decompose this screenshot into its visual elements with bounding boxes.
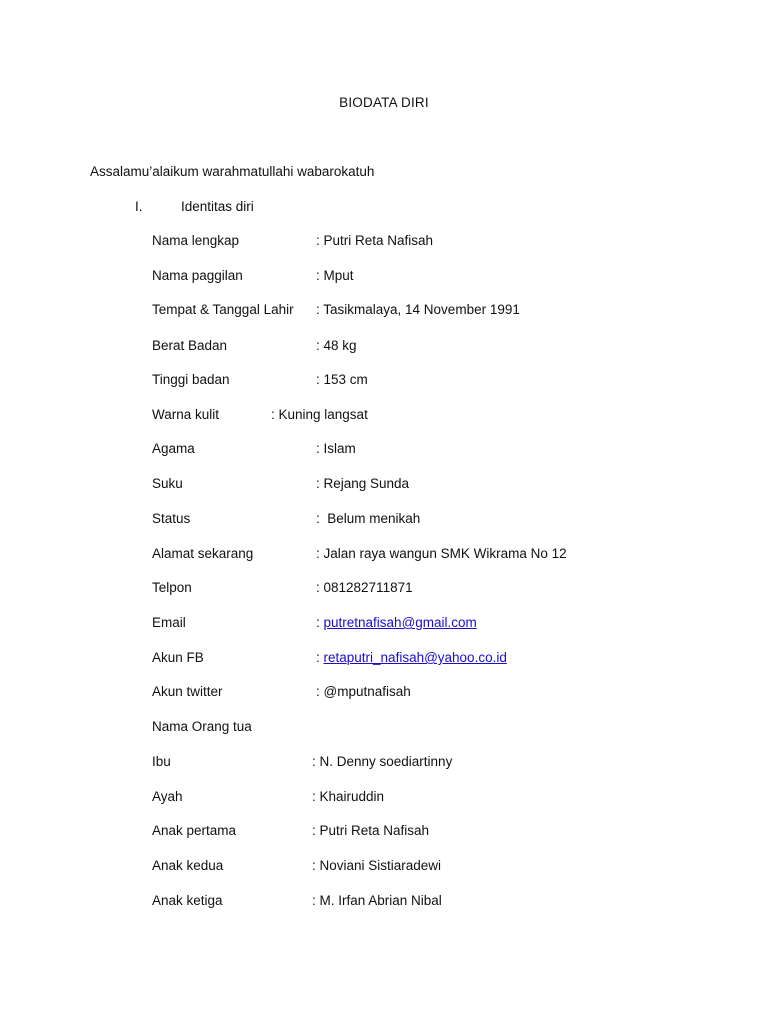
field-value: : 153 cm <box>316 372 368 387</box>
field-prefix: : <box>316 650 324 665</box>
field-row-berat-badan <box>0 337 768 355</box>
field-label: Akun twitter <box>152 684 223 699</box>
field-row-nama-panggilan <box>0 267 768 285</box>
field-label: Nama Orang tua <box>152 719 252 734</box>
field-value: : Putri Reta Nafisah <box>316 233 434 248</box>
section-number: I. <box>135 199 143 214</box>
field-row-nama-orang-tua <box>0 718 768 736</box>
field-label: Suku <box>152 476 183 491</box>
field-row-agama <box>0 440 768 458</box>
field-value <box>316 614 477 632</box>
section-title: Identitas diri <box>181 199 254 214</box>
field-label: Ibu <box>152 754 171 769</box>
email-link[interactable]: putretnafisah@gmail.com <box>323 615 477 630</box>
field-row-email <box>0 614 768 632</box>
field-label: Anak pertama <box>152 823 237 838</box>
field-row-nama-lengkap <box>0 232 768 250</box>
field-value: : Mput <box>316 268 354 283</box>
field-label: Tempat & Tanggal Lahir <box>152 302 294 317</box>
field-value: : Rejang Sunda <box>316 476 410 491</box>
field-label: Email <box>152 615 186 630</box>
field-row-ibu <box>0 753 768 771</box>
field-row-ayah <box>0 788 768 806</box>
document-title: BIODATA DIRI <box>339 95 429 110</box>
field-label: Tinggi badan <box>152 372 230 387</box>
field-value: : N. Denny soediartinny <box>312 754 453 769</box>
field-label: Akun FB <box>152 650 204 665</box>
field-label: Anak kedua <box>152 858 224 873</box>
field-row-anak-kedua <box>0 857 768 875</box>
field-value: : Putri Reta Nafisah <box>312 823 430 838</box>
field-row-akun-fb <box>0 649 768 667</box>
field-label: Berat Badan <box>152 338 228 353</box>
field-row-suku <box>0 475 768 493</box>
facebook-email-link[interactable]: retaputri_nafisah@yahoo.co.id <box>323 650 507 665</box>
field-value: : @mputnafisah <box>316 684 411 699</box>
field-row-akun-twitter <box>0 683 768 701</box>
field-value: : 48 kg <box>316 338 357 353</box>
field-label: Alamat sekarang <box>152 546 254 561</box>
field-row-telpon <box>0 579 768 597</box>
field-value: : Khairuddin <box>312 789 385 804</box>
field-value: : Tasikmalaya, 14 November 1991 <box>316 302 520 317</box>
field-prefix: : <box>316 615 324 630</box>
field-label: Nama paggilan <box>152 268 243 283</box>
greeting-text: Assalamu’alaikum warahmatullahi wabarokatuh <box>90 164 375 179</box>
field-value: : Jalan raya wangun SMK Wikrama No 12 <box>316 546 567 561</box>
field-row-anak-pertama <box>0 822 768 840</box>
field-label: Nama lengkap <box>152 233 240 248</box>
field-label: Agama <box>152 441 195 456</box>
field-row-tempat-tanggal-lahir <box>0 301 768 319</box>
field-value: : Noviani Sistiaradewi <box>312 858 442 873</box>
field-row-alamat-sekarang <box>0 545 768 563</box>
field-row-tinggi-badan <box>0 371 768 389</box>
field-row-status <box>0 510 768 528</box>
field-label: Anak ketiga <box>152 893 223 908</box>
field-value: : Kuning langsat <box>271 407 368 422</box>
field-label: Warna kulit <box>152 407 220 422</box>
field-value: : Belum menikah <box>316 511 421 526</box>
field-label: Ayah <box>152 789 183 804</box>
field-value <box>316 649 507 667</box>
field-label: Telpon <box>152 580 192 595</box>
field-label: Status <box>152 511 191 526</box>
field-row-warna-kulit <box>0 406 768 424</box>
field-value: : Islam <box>316 441 356 456</box>
field-row-anak-ketiga <box>0 892 768 910</box>
field-value: : 081282711871 <box>316 580 413 595</box>
field-value: : M. Irfan Abrian Nibal <box>312 893 442 908</box>
